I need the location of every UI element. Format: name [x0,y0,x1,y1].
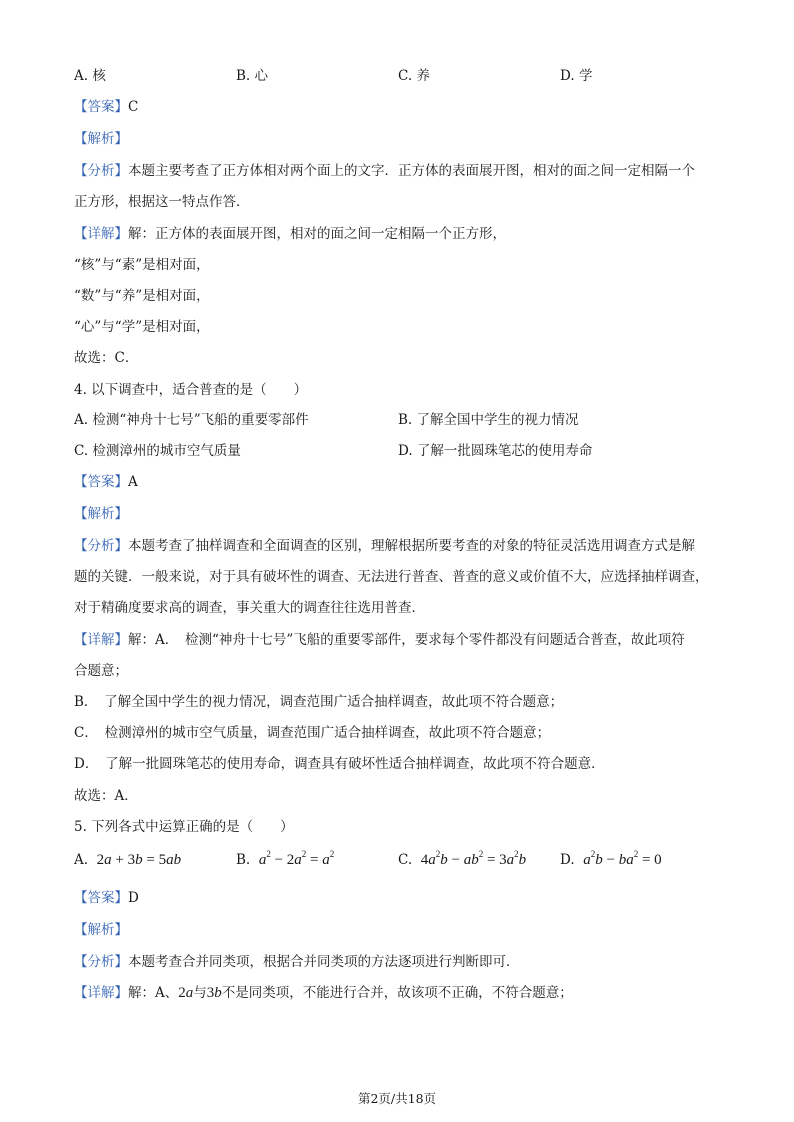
q5-detail-line-1: 【详解】解：A、2a与3b不是同类项，不能进行合并，故该项不正确，不符合题意； [74,985,573,1001]
q5-option-a-formula: 2a + 3b = 5ab [96,852,182,868]
q4-detail-line-1: 【详解】解：A． 检测“神舟十七号”飞船的重要零部件，要求每个零件都没有问题适合普查，故此项符 [74,632,685,648]
q5-option-d-formula: $a^2b - ba^2 = 0$ [583,849,662,868]
q4-option-c: C. 检测漳州的城市空气质量 [74,443,241,459]
q5-fenxi-line-1: 【分析】本题考查合并同类项，根据合并同类项的方法逐项进行判断即可． [74,954,520,970]
q3-fenxi-line-2: 正方形，根据这一特点作答． [74,194,250,210]
q5-option-a: A. 2a + 3b = 5ab [74,852,182,868]
q4-conclusion: 故选：A． [74,788,138,804]
q3-detail-line-4: “心”与“学”是相对面， [74,319,210,335]
term-3b: 3b [206,985,222,1001]
q5-option-b-formula: $a^2 - 2a^2 = a^2$ [258,849,335,868]
q5-option-c-formula: $4a^2b - ab^2 = 3a^2b$ [420,849,527,868]
q5-answer: 【答案】D [74,890,139,906]
q4-fenxi-line-3: 对于精确度要求高的调查，事关重大的调查往往选用普查． [74,600,425,616]
term-2a: 2a [178,985,194,1001]
q3-option-b: B. 心 [236,68,269,84]
q4-option-a: A. 检测“神舟十七号”飞船的重要零部件 [74,412,309,428]
q4-analysis-heading: 【解析】 [74,506,128,522]
answer-tag: 【答案】 [74,99,128,115]
q3-fenxi-line-1: 【分析】本题主要考查了正方体相对两个面上的文字．正方体的表面展开图，相对的面之间一定相隔一个 [74,163,695,179]
q4-detail-line-4: C． 检测漳州的城市空气质量，调查范围广适合抽样调查，故此项不符合题意； [74,725,551,741]
q5-option-c: C. $4a^2b - ab^2 = 3a^2b$ [398,849,527,868]
q3-detail-line-2: “核”与“素”是相对面， [74,257,210,273]
q5-analysis-heading: 【解析】 [74,922,128,938]
q3-detail-line-1: 【详解】解：正方体的表面展开图，相对的面之间一定相隔一个正方形， [74,226,506,242]
q4-option-d: D. 了解一批圆珠笔芯的使用寿命 [398,443,593,459]
q4-detail-line-5: D． 了解一批圆珠笔芯的使用寿命，调查具有破坏性适合抽样调查，故此项不符合题意． [74,756,605,772]
q3-detail-line-3: “数”与“养”是相对面， [74,288,210,304]
q4-fenxi-line-2: 题的关键．一般来说，对于具有破坏性的调查、无法进行普查、普查的意义或价值不大，应选择抽样调查， [74,569,709,585]
q4-detail-line-2: 合题意； [74,663,128,679]
q3-analysis-heading: 【解析】 [74,131,128,147]
q4-answer: 【答案】A [74,474,138,490]
q4-option-b: B. 了解全国中学生的视力情况 [398,412,579,428]
q3-answer: 【答案】C [74,99,139,115]
q5-option-d: D. $a^2b - ba^2 = 0$ [560,849,662,868]
q4-stem: 4. 以下调查中，适合普查的是（ ） [74,382,308,398]
q4-fenxi-line-1: 【分析】本题考查了抽样调查和全面调查的区别，理解根据所要考查的对象的特征灵活选用调查方式是解 [74,538,695,554]
q5-option-b: B. $a^2 - 2a^2 = a^2$ [236,849,335,868]
q3-conclusion: 故选：C． [74,350,139,366]
q4-detail-line-3: B． 了解全国中学生的视力情况，调查范围广适合抽样调查，故此项不符合题意； [74,694,564,710]
q3-option-a: A. 核 [74,68,106,84]
page-footer: 第2页/共18页 [357,1091,437,1106]
q3-option-c: C. 养 [398,68,430,84]
q3-option-d: D. 学 [560,68,593,84]
q5-stem: 5. 下列各式中运算正确的是（ ） [74,819,294,835]
